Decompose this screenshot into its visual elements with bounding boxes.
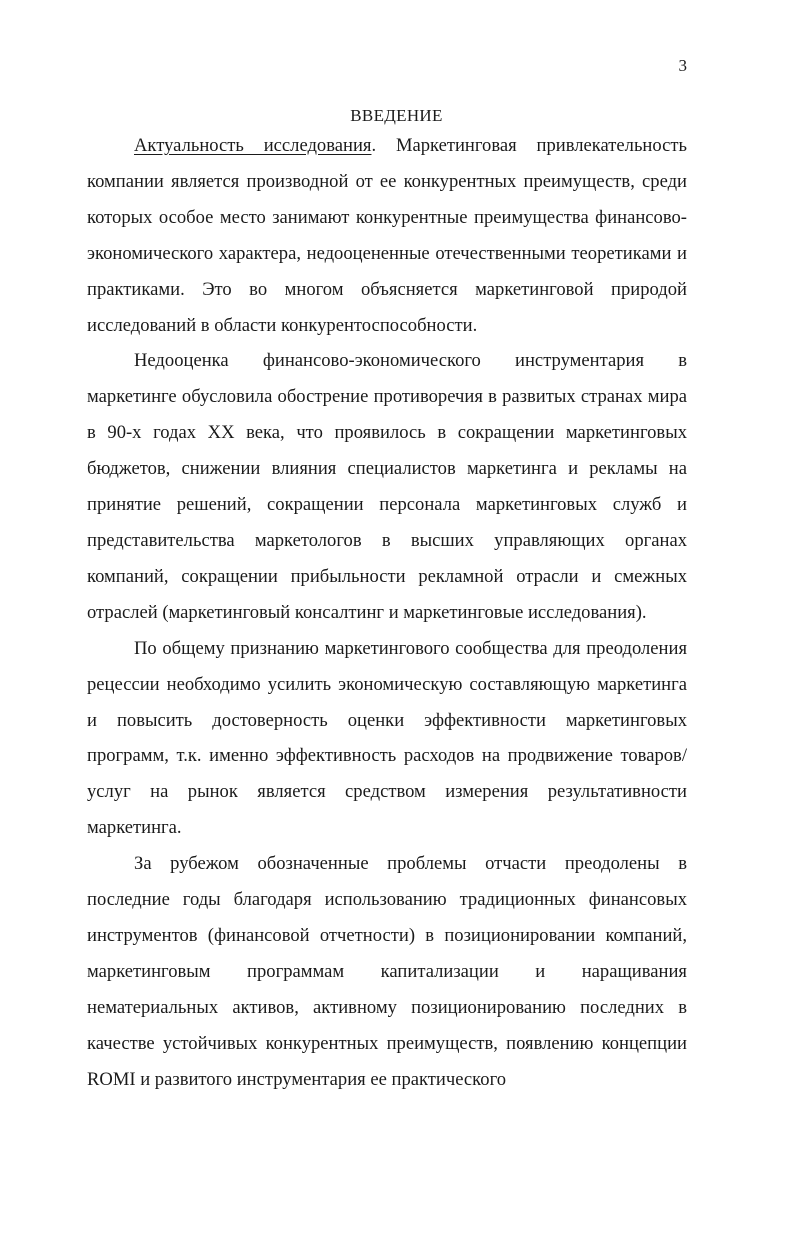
- paragraph-abroad: За рубежом обозначенные проблемы отчасти преодолены в последние годы благодаря использованию традиционных финансовых инструментов (финансовой отчетности) в позиционировании компаний, маркетинговым программам капитализации и наращивания нематериальных активов, активному позиционированию последних в качестве устойчивых конкурентных преимуществ, появлению концепции ROMI и развитого инструментария ее практического: [87, 853, 687, 1090]
- page-number: 3: [678, 56, 687, 75]
- paragraph-underestimation: Недооценка финансово-экономического инструментария в маркетинге обусловила обострение противоречия в развитых странах мира в 90-х годах XX века, что проявилось в сокращении маркетинговых бюджетов, снижении влияния специалистов маркетинга и рекламы на принятие решений, сокращении персонала маркетинговых служб и представительства маркетологов в высших управляющих органах компаний, сокращении прибыльности рекламной отрасли и смежных отраслей (маркетинговый консалтинг и маркетинговые исследования).: [87, 350, 687, 623]
- page-title: ВВЕДЕНИЕ: [350, 106, 443, 125]
- paragraph-consensus: По общему признанию маркетингового сообщества для преодоления рецессии необходимо усилить экономическую составляющую маркетинга и повысить достоверность оценки эффективности маркетинговых программ, т.к. именно эффективность расходов на продвижение товаров/услуг на рынок является средством измерения результативности маркетинга.: [87, 637, 687, 839]
- relevance-label: Актуальность исследования: [134, 135, 372, 156]
- body-text: [87, 128, 687, 1097]
- paragraph-text: . Маркетинговая привлекательность компании является производной от ее конкурентных преимуществ, среди которых особое место занимают конкурентные преимущества финансово-экономического характера, недооцененные отечественными теоретиками и практиками. Это во многом объясняется маркетинговой природой исследований в области конкурентоспособности.: [87, 135, 688, 336]
- paragraph-relevance: [87, 128, 687, 343]
